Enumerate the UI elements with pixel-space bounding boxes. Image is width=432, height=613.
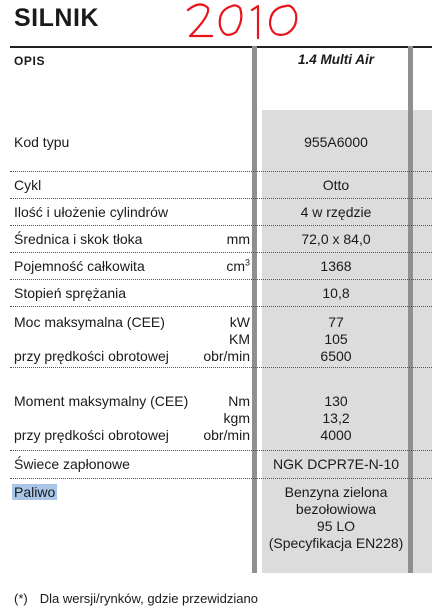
spec-row-stopien-sprezania bbox=[10, 279, 432, 307]
footnote-mark: (*) bbox=[14, 591, 28, 606]
row-label: Świece zapłonowe bbox=[14, 456, 130, 472]
unit-base: cm bbox=[226, 258, 245, 274]
spec-row-swiece bbox=[10, 450, 432, 479]
page-title: SILNIK bbox=[14, 4, 99, 32]
row-label: Pojemność całkowita bbox=[14, 258, 145, 274]
row-label: Cykl bbox=[14, 177, 42, 193]
row-value: 4 w rzędzie bbox=[300, 204, 372, 220]
footnote-text: Dla wersji/rynków, gdzie przewidziano bbox=[39, 591, 258, 606]
row-label: Średnica i skok tłoka bbox=[14, 231, 143, 247]
row-label bbox=[14, 484, 57, 501]
spec-row-cykl bbox=[10, 171, 432, 199]
row-unit bbox=[226, 258, 250, 275]
row-value: 130 13,2 4000 bbox=[320, 393, 352, 443]
selected-text: Paliwo bbox=[14, 484, 56, 500]
spec-row-moment bbox=[10, 367, 432, 451]
column-header-engine: 1.4 Multi Air bbox=[297, 52, 374, 67]
row-value: NGK DCPR7E-N-10 bbox=[272, 456, 400, 472]
spec-row-kod-typu bbox=[10, 128, 432, 172]
row-value: 10,8 bbox=[322, 285, 350, 301]
row-label: Ilość i ułożenie cylindrów bbox=[14, 204, 169, 220]
handwritten-annotation bbox=[182, 0, 310, 44]
row-value: 77 105 6500 bbox=[320, 314, 352, 364]
spec-row-cylindry bbox=[10, 198, 432, 226]
spec-row-paliwo bbox=[10, 478, 432, 554]
spec-row-srednica bbox=[10, 225, 432, 253]
row-value: Benzyna zielona bezołowiowa 95 LO (Specyfikacja EN228) bbox=[268, 484, 404, 551]
row-value: 955A6000 bbox=[304, 134, 368, 150]
header-rule bbox=[10, 46, 432, 48]
row-value: 1368 bbox=[320, 258, 352, 274]
unit-superscript: 3 bbox=[244, 257, 250, 268]
spec-row-pojemnosc bbox=[10, 252, 432, 280]
row-value: Otto bbox=[322, 177, 350, 193]
row-unit: mm bbox=[226, 231, 250, 247]
row-unit: kW KM obr/min bbox=[203, 314, 250, 364]
row-label: Kod typu bbox=[14, 134, 70, 150]
row-unit: Nm kgm obr/min bbox=[203, 393, 250, 443]
row-label: Moment maksymalny (CEE) przy prędkości obrotowej bbox=[14, 393, 189, 443]
row-label: Moc maksymalna (CEE) przy prędkości obrotowej bbox=[14, 314, 169, 364]
footnote bbox=[14, 591, 258, 606]
column-header-opis: OPIS bbox=[14, 54, 46, 68]
spec-row-moc bbox=[10, 306, 432, 368]
row-value: 72,0 x 84,0 bbox=[301, 231, 371, 247]
row-label: Stopień sprężania bbox=[14, 285, 127, 301]
